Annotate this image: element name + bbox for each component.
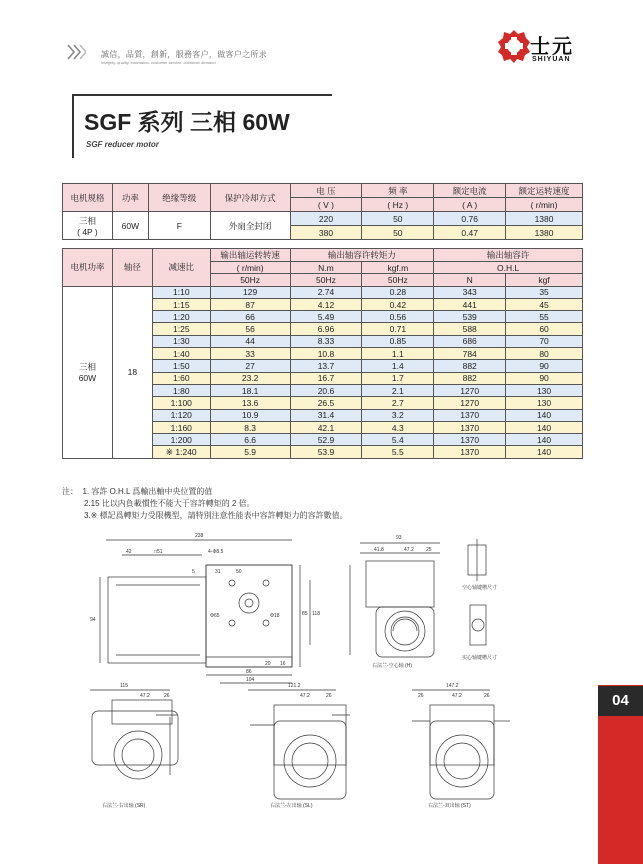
page-number: 04 bbox=[598, 686, 643, 716]
cell-nm: 42.1 bbox=[290, 421, 362, 433]
th-freq-unit: ( Hz ) bbox=[362, 198, 434, 212]
cell-kgfm: 4.3 bbox=[362, 421, 434, 433]
logo-text-en: SHIYUAN bbox=[532, 56, 571, 63]
dim-st-1472: 147.2 bbox=[446, 683, 459, 689]
cell-kgfm: 1.4 bbox=[362, 360, 434, 372]
th-out-speed: 输出轴运转转速 bbox=[210, 249, 290, 262]
cell-nm: 2.74 bbox=[290, 286, 362, 298]
slogan-en: Integrity, quality, innovation, customer service, customer demand bbox=[101, 60, 216, 65]
cell-kgf: 90 bbox=[506, 372, 583, 384]
cell-nm: 13.7 bbox=[290, 360, 362, 372]
cell-speed: 129 bbox=[210, 286, 290, 298]
cell-n: 343 bbox=[434, 286, 506, 298]
cell-voltage: 220 bbox=[290, 212, 362, 226]
cell-kgfm: 0.28 bbox=[362, 286, 434, 298]
label-sr: 右法兰-右出轴 (SR) bbox=[102, 803, 146, 809]
cell-kgf: 140 bbox=[506, 434, 583, 446]
cell-n: 882 bbox=[434, 372, 506, 384]
gear-ratio-table bbox=[62, 248, 583, 459]
notes-label: 注： bbox=[62, 487, 78, 496]
cell-power: 60W bbox=[112, 212, 148, 240]
dim-main-31: 31 bbox=[215, 569, 221, 575]
th-motor-power: 电机功率 bbox=[63, 249, 113, 287]
sr-drawing bbox=[90, 690, 178, 779]
dim-main-42: 42 bbox=[126, 549, 132, 555]
cell-nm: 53.9 bbox=[290, 446, 362, 458]
dim-side-472: 47.2 bbox=[404, 547, 414, 553]
note-3: 3.※ 標記爲轉矩力受限機型，請特別注意性能表中容許轉矩力的容許數值。 bbox=[84, 511, 348, 520]
hollow-shaft-drawing bbox=[350, 543, 440, 657]
cell-current: 0.47 bbox=[434, 226, 506, 240]
cell-ratio: 1:200 bbox=[152, 434, 210, 446]
brand-logo bbox=[496, 28, 606, 68]
dim-sr-26: 26 bbox=[164, 693, 170, 699]
label-sl: 右法兰-左出轴 (SL) bbox=[270, 803, 313, 809]
cell-kgf: 130 bbox=[506, 384, 583, 396]
cell-n: 1370 bbox=[434, 446, 506, 458]
cell-voltage: 380 bbox=[290, 226, 362, 240]
cell-ratio: 1:10 bbox=[152, 286, 210, 298]
cell-spec: 三相 ( 4P ) bbox=[63, 212, 113, 240]
key-slot-drawings bbox=[468, 539, 486, 645]
dim-st-472: 47.2 bbox=[452, 693, 462, 699]
cell-speed: 1380 bbox=[506, 212, 583, 226]
dim-main-5: 5 bbox=[192, 569, 195, 575]
notes bbox=[62, 486, 348, 522]
dim-main-94: 94 bbox=[90, 617, 96, 623]
dim-side-418: 41.8 bbox=[374, 547, 384, 553]
dim-main-104: 104 bbox=[246, 677, 255, 683]
cell-ratio: 1:20 bbox=[152, 311, 210, 323]
cell-n: 1270 bbox=[434, 384, 506, 396]
th-insulation: 绝缘等级 bbox=[148, 184, 210, 212]
th-ohl: 输出轴容许 bbox=[434, 249, 583, 262]
cell-speed: 27 bbox=[210, 360, 290, 372]
cell-kgfm: 3.2 bbox=[362, 409, 434, 421]
cell-kgf: 35 bbox=[506, 286, 583, 298]
dim-main-16: 16 bbox=[280, 661, 286, 667]
dim-sl-472: 47.2 bbox=[300, 693, 310, 699]
cell-kgf: 140 bbox=[506, 409, 583, 421]
table-row bbox=[63, 286, 583, 298]
th-hz: 50Hz bbox=[362, 274, 434, 286]
cell-ratio: 1:120 bbox=[152, 409, 210, 421]
dim-main-118: 118 bbox=[312, 611, 320, 617]
dim-st-26b: 26 bbox=[484, 693, 490, 699]
dim-main-50: 50 bbox=[236, 569, 242, 575]
th-torque-nm: N.m bbox=[290, 262, 362, 274]
th-cooling: 保护冷却方式 bbox=[210, 184, 290, 212]
cell-kgf: 60 bbox=[506, 323, 583, 335]
th-hz: 50Hz bbox=[210, 274, 290, 286]
cell-kgfm: 0.71 bbox=[362, 323, 434, 335]
cell-speed: 18.1 bbox=[210, 384, 290, 396]
cell-speed: 33 bbox=[210, 348, 290, 360]
cell-ratio: 1:100 bbox=[152, 397, 210, 409]
cell-speed: 23.2 bbox=[210, 372, 290, 384]
cell-kgfm: 5.5 bbox=[362, 446, 434, 458]
dim-sr-115: 115 bbox=[120, 683, 128, 689]
gear-logo-icon bbox=[496, 28, 532, 64]
cell-n: 882 bbox=[434, 360, 506, 372]
cell-kgf: 130 bbox=[506, 397, 583, 409]
cell-motor-power: 三相 60W bbox=[63, 286, 113, 458]
cell-shaft: 18 bbox=[112, 286, 152, 458]
cell-kgfm: 1.7 bbox=[362, 372, 434, 384]
th-hz: 50Hz bbox=[290, 274, 362, 286]
cell-freq: 50 bbox=[362, 226, 434, 240]
cell-kgf: 140 bbox=[506, 446, 583, 458]
cell-nm: 5.49 bbox=[290, 311, 362, 323]
cell-kgfm: 5.4 bbox=[362, 434, 434, 446]
cell-n: 1270 bbox=[434, 397, 506, 409]
th-ratio: 减速比 bbox=[152, 249, 210, 287]
th-voltage-unit: ( V ) bbox=[290, 198, 362, 212]
cell-kgf: 90 bbox=[506, 360, 583, 372]
dim-side-93: 93 bbox=[396, 535, 402, 541]
cell-kgf: 55 bbox=[506, 311, 583, 323]
dim-main-85: 85 bbox=[302, 611, 308, 617]
cell-kgf: 70 bbox=[506, 335, 583, 347]
label-solid-key: 实心轴键槽尺寸 bbox=[462, 655, 498, 661]
cell-nm: 20.6 bbox=[290, 384, 362, 396]
th-power: 功率 bbox=[112, 184, 148, 212]
cell-n: 1370 bbox=[434, 434, 506, 446]
cell-ratio: 1:15 bbox=[152, 298, 210, 310]
th-freq: 频 率 bbox=[362, 184, 434, 198]
th-ohl-sub: O.H.L bbox=[434, 262, 583, 274]
cell-speed: 10.9 bbox=[210, 409, 290, 421]
cell-speed: 8.3 bbox=[210, 421, 290, 433]
th-ohl-n: N bbox=[434, 274, 506, 286]
cell-ratio: 1:25 bbox=[152, 323, 210, 335]
cell-n: 686 bbox=[434, 335, 506, 347]
cell-ratio: ※ 1:240 bbox=[152, 446, 210, 458]
th-out-speed-unit: ( r/min) bbox=[210, 262, 290, 274]
cell-n: 1370 bbox=[434, 421, 506, 433]
dimension-drawings bbox=[60, 525, 530, 850]
cell-kgf: 45 bbox=[506, 298, 583, 310]
cell-n: 539 bbox=[434, 311, 506, 323]
dim-main-holes: 4-Φ8.5 bbox=[208, 549, 224, 555]
cell-speed: 66 bbox=[210, 311, 290, 323]
dim-st-26a: 26 bbox=[418, 693, 424, 699]
cell-kgfm: 2.1 bbox=[362, 384, 434, 396]
page-header bbox=[0, 0, 643, 80]
cell-freq: 50 bbox=[362, 212, 434, 226]
cell-nm: 26.5 bbox=[290, 397, 362, 409]
cell-speed: 44 bbox=[210, 335, 290, 347]
dim-main-20: 20 bbox=[265, 661, 271, 667]
dim-sl-26: 26 bbox=[326, 693, 332, 699]
th-current: 额定电流 bbox=[434, 184, 506, 198]
page-title: SGF 系列 三相 60W bbox=[84, 109, 290, 135]
sl-drawing bbox=[248, 690, 350, 799]
th-torque: 输出轴容许转矩力 bbox=[290, 249, 434, 262]
cell-speed: 5.9 bbox=[210, 446, 290, 458]
cell-kgfm: 0.42 bbox=[362, 298, 434, 310]
note-2: 2.15 比以内負載慣性不能大于容許轉矩的 2 倍。 bbox=[84, 499, 255, 508]
cell-kgf: 80 bbox=[506, 348, 583, 360]
cell-kgfm: 2.7 bbox=[362, 397, 434, 409]
cell-ratio: 1:30 bbox=[152, 335, 210, 347]
th-torque-kgf: kgf.m bbox=[362, 262, 434, 274]
label-hollow-key: 空心轴键槽尺寸 bbox=[462, 585, 498, 591]
cell-nm: 4.12 bbox=[290, 298, 362, 310]
cell-cooling: 外扇全封闭 bbox=[210, 212, 290, 240]
dim-main-86: 86 bbox=[246, 669, 252, 675]
dim-main-sq: □51 bbox=[154, 549, 163, 555]
cell-ratio: 1:80 bbox=[152, 384, 210, 396]
double-chevron-icon bbox=[66, 42, 86, 62]
cell-nm: 8.33 bbox=[290, 335, 362, 347]
cell-nm: 16.7 bbox=[290, 372, 362, 384]
cell-kgf: 140 bbox=[506, 421, 583, 433]
cell-nm: 6.96 bbox=[290, 323, 362, 335]
main-motor-drawing bbox=[100, 540, 310, 683]
cell-nm: 10.8 bbox=[290, 348, 362, 360]
label-st: 右法兰-双出轴 (ST) bbox=[428, 803, 471, 809]
cell-nm: 31.4 bbox=[290, 409, 362, 421]
th-current-unit: ( A ) bbox=[434, 198, 506, 212]
cell-kgfm: 1.1 bbox=[362, 348, 434, 360]
page-subtitle: SGF reducer motor bbox=[86, 140, 159, 149]
dim-main-length: 238 bbox=[195, 533, 204, 539]
dim-main-d18: Φ18 bbox=[270, 613, 280, 619]
th-ohl-kgf: kgf bbox=[506, 274, 583, 286]
dim-sl-1212: 121.2 bbox=[288, 683, 301, 689]
cell-speed: 87 bbox=[210, 298, 290, 310]
th-speed-unit: ( r/min) bbox=[506, 198, 583, 212]
th-spec: 电机规格 bbox=[63, 184, 113, 212]
st-drawing bbox=[412, 690, 510, 799]
cell-n: 588 bbox=[434, 323, 506, 335]
cell-speed: 13.6 bbox=[210, 397, 290, 409]
th-speed: 额定运转速度 bbox=[506, 184, 583, 198]
note-1: 1. 容許 O.H.L 爲輸出軸中央位置的值 bbox=[82, 487, 213, 496]
cell-speed: 1380 bbox=[506, 226, 583, 240]
cell-ratio: 1:60 bbox=[152, 372, 210, 384]
cell-speed: 56 bbox=[210, 323, 290, 335]
dim-side-25: 25 bbox=[426, 547, 432, 553]
cell-n: 441 bbox=[434, 298, 506, 310]
logo-text-cn: 士元 bbox=[530, 36, 574, 58]
cell-kgfm: 0.56 bbox=[362, 311, 434, 323]
motor-spec-table bbox=[62, 183, 583, 240]
cell-current: 0.76 bbox=[434, 212, 506, 226]
cell-ratio: 1:160 bbox=[152, 421, 210, 433]
slogan-cn: 誠信，品質，創新，服務客户，做客户之所求 bbox=[101, 50, 267, 59]
cell-n: 784 bbox=[434, 348, 506, 360]
th-voltage: 电 压 bbox=[290, 184, 362, 198]
cell-kgfm: 0.85 bbox=[362, 335, 434, 347]
dim-main-d65: Φ65 bbox=[210, 613, 220, 619]
cell-ratio: 1:40 bbox=[152, 348, 210, 360]
cell-n: 1370 bbox=[434, 409, 506, 421]
cell-ratio: 1:50 bbox=[152, 360, 210, 372]
label-hollow: 右法兰-空心轴 (H) bbox=[372, 663, 412, 669]
cell-nm: 52.9 bbox=[290, 434, 362, 446]
th-shaft: 轴径 bbox=[112, 249, 152, 287]
dim-sr-472: 47.2 bbox=[140, 693, 150, 699]
cell-speed: 6.6 bbox=[210, 434, 290, 446]
cell-insulation: F bbox=[148, 212, 210, 240]
